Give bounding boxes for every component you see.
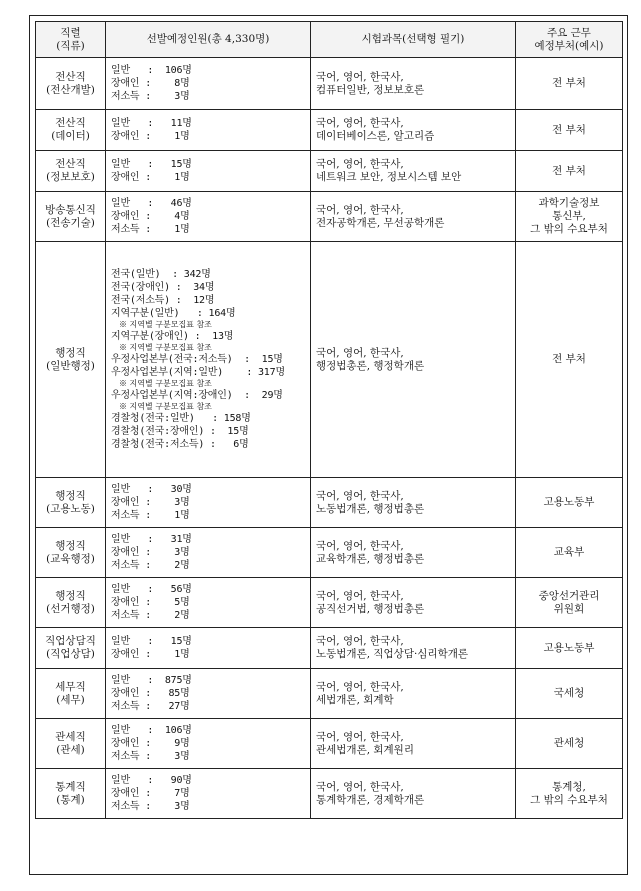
header-row	[36, 22, 623, 58]
quota-line: 장애인 : 9명	[111, 738, 190, 749]
category-line: 전산직	[55, 70, 86, 83]
dept-line: 전 부처	[552, 77, 586, 89]
category-line: 전산직	[55, 117, 86, 129]
subjects-cell	[311, 719, 516, 769]
dept-line: 고용노동부	[543, 641, 595, 654]
table-row	[36, 58, 623, 110]
category-cell	[36, 478, 106, 528]
category-line: (데이터)	[51, 130, 90, 142]
quota-line: 일반 : 31명	[111, 534, 192, 545]
quota-line: 일반 : 56명	[111, 584, 192, 595]
dept-line: 그 밖의 수요부처	[530, 223, 608, 235]
quota-cell	[106, 110, 311, 151]
quota-line: 지역구분(장애인) : 13명	[111, 331, 234, 342]
quota-line: 저소득 : 3명	[111, 801, 190, 812]
quota-cell	[106, 242, 311, 478]
dept-cell	[516, 151, 623, 192]
category-cell	[36, 628, 106, 669]
subject-line: 컴퓨터일반, 정보보호론	[316, 83, 425, 96]
quota-line: 저소득 : 1명	[111, 510, 190, 521]
subjects-cell	[311, 242, 516, 478]
quota-line: 장애인 : 1명	[111, 649, 190, 660]
subject-line: 행정법총론, 행정학개론	[316, 359, 425, 372]
quota-line: 일반 : 90명	[111, 775, 192, 786]
quota-line: 전국(장애인) : 34명	[111, 282, 215, 293]
quota-line: 지역구분(일반) : 164명	[111, 308, 236, 319]
subjects-cell	[311, 669, 516, 719]
quota-line: 경찰청(전국:저소득) : 6명	[111, 439, 249, 450]
quota-cell	[106, 58, 311, 110]
subject-line: 국어, 영어, 한국사,	[316, 635, 404, 647]
subject-line: 세법개론, 회계학	[316, 693, 394, 706]
dept-line: 교육부	[553, 546, 585, 558]
subject-line: 국어, 영어, 한국사,	[316, 680, 404, 693]
dept-line: 전 부처	[552, 123, 586, 136]
category-cell	[36, 110, 106, 151]
subject-line: 국어, 영어, 한국사,	[316, 589, 404, 602]
subject-line: 국어, 영어, 한국사,	[316, 158, 404, 170]
table-row	[36, 769, 623, 819]
table-row	[36, 628, 623, 669]
quota-line: 장애인 : 8명	[111, 78, 190, 89]
subjects-cell	[311, 769, 516, 819]
category-line: 행정직	[55, 346, 86, 359]
quota-cell	[106, 478, 311, 528]
quota-line: 장애인 : 5명	[111, 597, 190, 608]
quota-line: 일반 : 46명	[111, 198, 192, 209]
dept-cell	[516, 719, 623, 769]
category-line: (관세)	[56, 743, 85, 756]
subjects-cell	[311, 478, 516, 528]
subjects-cell	[311, 628, 516, 669]
category-line: (직업상담)	[46, 648, 95, 660]
category-line: (교육행정)	[46, 552, 95, 565]
category-line: 통계직	[55, 780, 86, 793]
dept-line: 고용노동부	[543, 496, 595, 508]
quota-line: 우정사업본부(전국:저소득) : 15명	[111, 354, 283, 365]
table-row	[36, 478, 623, 528]
dept-cell	[516, 769, 623, 819]
quota-line: 전국(일반) : 342명	[111, 269, 211, 280]
quota-line: 우정사업본부(지역:장애인) : 29명	[111, 390, 283, 401]
category-line: 관세직	[55, 730, 86, 743]
quota-line: 장애인 : 1명	[111, 131, 190, 142]
quota-cell	[106, 628, 311, 669]
dept-line: 과학기술정보	[538, 197, 600, 209]
table-row	[36, 242, 623, 478]
quota-line: 저소득 : 2명	[111, 560, 190, 571]
quota-line: 일반 : 875명	[111, 675, 192, 686]
subject-line: 전자공학개론, 무선공학개론	[316, 216, 445, 229]
header-subjects: 시험과목(선택형 필기)	[311, 22, 516, 58]
dept-cell	[516, 58, 623, 110]
quota-cell	[106, 669, 311, 719]
quota-line: 장애인 : 3명	[111, 497, 190, 508]
category-cell	[36, 242, 106, 478]
quota-line: 경찰청(전국:장애인) : 15명	[111, 426, 249, 437]
quota-line: 경찰청(전국:일반) : 158명	[111, 413, 251, 424]
quota-line: 저소득 : 1명	[111, 224, 190, 235]
subject-line: 국어, 영어, 한국사,	[316, 489, 404, 502]
subject-line: 국어, 영어, 한국사,	[316, 730, 404, 743]
quota-cell	[106, 192, 311, 242]
subject-line: 관세법개론, 회계원리	[316, 743, 414, 756]
category-cell	[36, 578, 106, 628]
quota-line: 장애인 : 1명	[111, 172, 190, 183]
quota-line: 저소득 : 27명	[111, 701, 190, 712]
quota-line: 장애인 : 3명	[111, 547, 190, 558]
category-cell	[36, 669, 106, 719]
subjects-cell	[311, 528, 516, 578]
subject-line: 데이터베이스론, 알고리즘	[316, 130, 435, 142]
subject-line: 국어, 영어, 한국사,	[316, 346, 404, 359]
quota-line: 저소득 : 3명	[111, 751, 190, 762]
subjects-cell	[311, 110, 516, 151]
category-line: 행정직	[55, 589, 86, 602]
table-row	[36, 151, 623, 192]
table-row	[36, 528, 623, 578]
recruitment-table	[35, 21, 623, 819]
category-cell	[36, 719, 106, 769]
subject-line: 네트워크 보안, 정보시스템 보안	[316, 171, 462, 183]
quota-cell	[106, 151, 311, 192]
subject-line: 교육학개론, 행정법총론	[316, 552, 425, 565]
dept-cell	[516, 578, 623, 628]
table-row	[36, 110, 623, 151]
dept-cell	[516, 478, 623, 528]
subject-line: 통계학개론, 경제학개론	[316, 793, 425, 806]
quota-cell	[106, 719, 311, 769]
dept-cell	[516, 528, 623, 578]
quota-line: 저소득 : 2명	[111, 610, 190, 621]
subjects-cell	[311, 151, 516, 192]
quota-note: ※ 지역별 구분모집표 참조	[119, 343, 212, 352]
subject-line: 국어, 영어, 한국사,	[316, 539, 404, 552]
subject-line: 국어, 영어, 한국사,	[316, 780, 404, 793]
subjects-cell	[311, 58, 516, 110]
category-line: 행정직	[55, 539, 86, 552]
quota-cell	[106, 528, 311, 578]
dept-line: 위원회	[553, 602, 585, 615]
category-cell	[36, 58, 106, 110]
quota-line: 장애인 : 7명	[111, 788, 190, 799]
category-line: (고용노동)	[46, 502, 95, 515]
category-line: (통계)	[56, 793, 85, 806]
category-line: (선거행정)	[46, 602, 95, 615]
quota-note: ※ 지역별 구분모집표 참조	[119, 402, 212, 411]
dept-line: 전 부처	[552, 353, 586, 365]
category-line: 행정직	[55, 489, 86, 502]
dept-cell	[516, 628, 623, 669]
header-dept: 주요 근무 예정부처(예시)	[516, 22, 623, 58]
category-line: 직업상담직	[45, 635, 96, 647]
quota-note: ※ 지역별 구분모집표 참조	[119, 320, 212, 329]
subject-line: 국어, 영어, 한국사,	[316, 117, 404, 129]
dept-cell	[516, 669, 623, 719]
table-row	[36, 669, 623, 719]
dept-line: 중앙선거관리	[538, 589, 600, 602]
dept-line: 관세청	[553, 737, 585, 749]
category-line: 방송통신직	[45, 203, 96, 216]
table-row	[36, 192, 623, 242]
dept-line: 통계청,	[552, 780, 586, 793]
dept-line: 전 부처	[552, 164, 586, 177]
subject-line: 국어, 영어, 한국사,	[316, 70, 404, 83]
quota-note: ※ 지역별 구분모집표 참조	[119, 379, 212, 388]
quota-line: 전국(저소득) : 12명	[111, 295, 215, 306]
category-cell	[36, 192, 106, 242]
dept-line: 국세청	[553, 687, 585, 699]
category-cell	[36, 769, 106, 819]
category-line: (전산개발)	[46, 83, 95, 96]
quota-line: 저소득 : 3명	[111, 91, 190, 102]
subjects-cell	[311, 578, 516, 628]
header-quota: 선발예정인원(총 4,330명)	[106, 22, 311, 58]
subject-line: 노동법개론, 행정법총론	[316, 502, 425, 515]
quota-line: 일반 : 106명	[111, 725, 192, 736]
quota-line: 장애인 : 4명	[111, 211, 190, 222]
category-line: (전송기술)	[46, 216, 95, 229]
subjects-cell	[311, 192, 516, 242]
quota-line: 일반 : 15명	[111, 636, 192, 647]
dept-line: 통신부,	[552, 210, 586, 222]
header-category: 직렬 (직류)	[36, 22, 106, 58]
table-row	[36, 578, 623, 628]
quota-cell	[106, 578, 311, 628]
category-cell	[36, 528, 106, 578]
quota-line: 일반 : 106명	[111, 65, 192, 76]
dept-line: 그 밖의 수요부처	[530, 793, 608, 806]
quota-cell	[106, 769, 311, 819]
subject-line: 국어, 영어, 한국사,	[316, 203, 404, 216]
dept-cell	[516, 242, 623, 478]
table-body	[36, 58, 623, 819]
subject-line: 공직선거법, 행정법총론	[316, 602, 425, 615]
category-line: (일반행정)	[46, 359, 95, 372]
quota-line: 일반 : 30명	[111, 484, 192, 495]
dept-cell	[516, 192, 623, 242]
dept-cell	[516, 110, 623, 151]
quota-line: 우정사업본부(지역:일반) : 317명	[111, 367, 285, 378]
quota-line: 장애인 : 85명	[111, 688, 190, 699]
table-row	[36, 719, 623, 769]
category-line: 전산직	[55, 158, 86, 170]
subject-line: 노동법개론, 직업상담·심리학개론	[316, 648, 469, 660]
quota-line: 일반 : 15명	[111, 159, 192, 170]
quota-line: 일반 : 11명	[111, 118, 192, 129]
category-cell	[36, 151, 106, 192]
category-line: 세무직	[55, 680, 86, 693]
category-line: (세무)	[56, 693, 85, 706]
category-line: (정보보호)	[46, 171, 95, 183]
